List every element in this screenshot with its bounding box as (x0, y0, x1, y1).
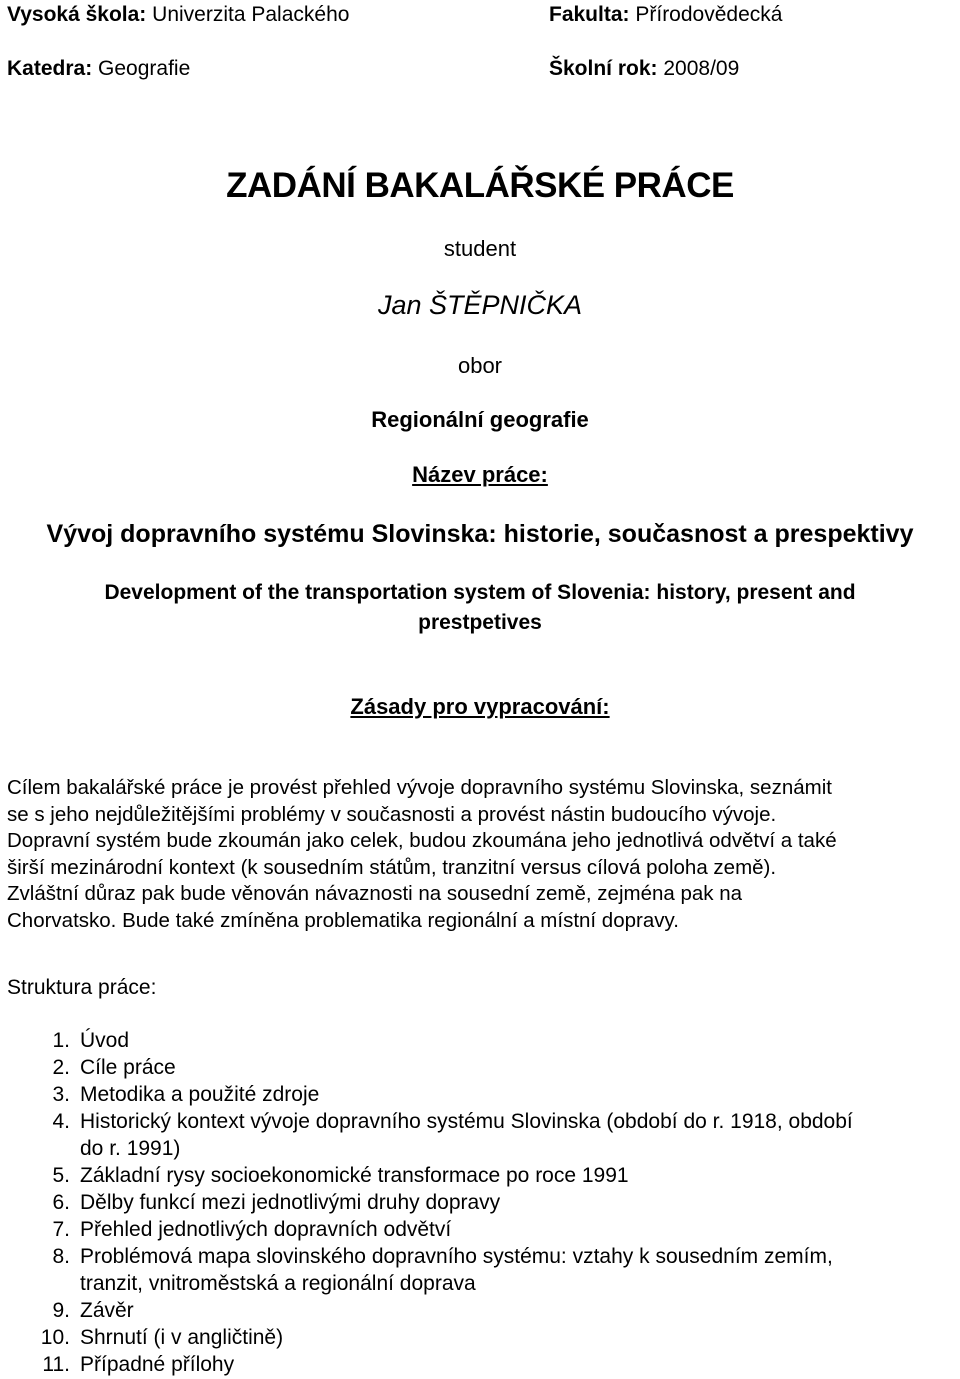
list-item-text: Dělby funkcí mezi jednotlivými druhy dopravy (80, 1191, 501, 1214)
faculty-value: Přírodovědecká (635, 3, 783, 26)
list-item-number: 6. (52, 1191, 70, 1214)
list-item-text-continuation: tranzit, vnitroměstská a regionální doprava (80, 1272, 476, 1295)
list-item-number: 8. (52, 1245, 70, 1268)
list-item-number: 2. (52, 1056, 70, 1079)
list-item-number: 4. (52, 1110, 70, 1133)
list-item-text: Problémová mapa slovinského dopravního systému: vztahy k sousedním zemím, (80, 1245, 833, 1268)
paragraph-line: širší mezinárodní kontext (k sousedním státům, tranzitní versus cílová poloha země). (7, 855, 777, 879)
student-label: student (443, 236, 517, 261)
thesis-title-cz: Vývoj dopravního systému Slovinska: historie, současnost a prespektivy (46, 520, 914, 548)
school-year-label: Školní rok: (549, 57, 658, 80)
list-item-text: Případné přílohy (80, 1353, 235, 1376)
school-label: Vysoká škola: (7, 3, 147, 26)
guidelines-paragraph (7, 775, 957, 934)
school-value: Univerzita Palackého (152, 3, 350, 26)
list-item-number: 11. (42, 1353, 70, 1376)
school-year-field (549, 57, 739, 81)
list-item-text: Historický kontext vývoje dopravního systému Slovinska (období do r. 1918, období (80, 1110, 853, 1133)
list-item (0, 1243, 853, 1297)
department-field (7, 57, 190, 81)
school-year-value: 2008/09 (663, 57, 740, 80)
student-name: Jan ŠTĚPNIČKA (377, 290, 583, 320)
list-item-text: Úvod (80, 1029, 130, 1052)
list-item (0, 1081, 853, 1108)
paragraph-line: Zvláštní důraz pak bude věnován návaznosti na sousední země, zejména pak na (7, 882, 743, 905)
list-item (0, 1324, 853, 1351)
field-value: Regionální geografie (371, 407, 589, 432)
thesis-title-en: Development of the transportation system of Slovenia: history, present and prestpetives (104, 581, 856, 634)
list-item-number: 1. (52, 1029, 70, 1052)
paragraph-line: Cílem bakalářské práce je provést přehled vývoje dopravního systému Slovinska, seznámit (7, 776, 832, 799)
list-item-number: 3. (52, 1083, 70, 1106)
guidelines-label: Zásady pro vypracování: (350, 694, 610, 719)
list-item (0, 1027, 853, 1054)
list-item-number: 5. (52, 1164, 70, 1187)
list-item (0, 1108, 853, 1162)
school-field (7, 3, 349, 27)
paragraph-line: Dopravní systém bude zkoumán jako celek, budou zkoumána jeho jednotlivá odvětví a také (7, 829, 837, 852)
faculty-field (549, 3, 782, 27)
list-item (0, 1297, 853, 1324)
list-item-text: Přehled jednotlivých dopravních odvětví (80, 1218, 452, 1241)
paragraph-line: Chorvatsko. Bude také zmíněna problematika regionální a místní dopravy. (7, 908, 679, 932)
list-item (0, 1216, 853, 1243)
list-item-text: Cíle práce (80, 1056, 176, 1079)
list-item (0, 1351, 853, 1378)
department-label: Katedra: (7, 57, 93, 80)
paragraph-line: se s jeho nejdůležitějšími problémy v současnosti a provést nástin budoucího vývoje. (7, 802, 777, 826)
department-value: Geografie (98, 57, 191, 80)
document-title: ZADÁNÍ BAKALÁŘSKÉ PRÁCE (226, 166, 734, 205)
structure-list (0, 1027, 853, 1378)
list-item (0, 1162, 853, 1189)
list-item-text: Základní rysy socioekonomické transformace po roce 1991 (80, 1164, 629, 1187)
list-item-number: 7. (52, 1218, 70, 1241)
list-item-text: Shrnutí (i v angličtině) (80, 1326, 284, 1349)
list-item-text: Metodika a použité zdroje (80, 1083, 320, 1106)
list-item-text: Závěr (80, 1299, 134, 1322)
thesis-title-label: Název práce: (412, 462, 548, 487)
field-label: obor (457, 353, 503, 378)
list-item (0, 1054, 853, 1081)
list-item-text-continuation: do r. 1991) (80, 1137, 181, 1160)
faculty-label: Fakulta: (549, 3, 630, 26)
list-item (0, 1189, 853, 1216)
list-item-number: 10. (40, 1326, 70, 1349)
structure-label: Struktura práce: (7, 976, 157, 999)
list-item-number: 9. (52, 1299, 70, 1322)
